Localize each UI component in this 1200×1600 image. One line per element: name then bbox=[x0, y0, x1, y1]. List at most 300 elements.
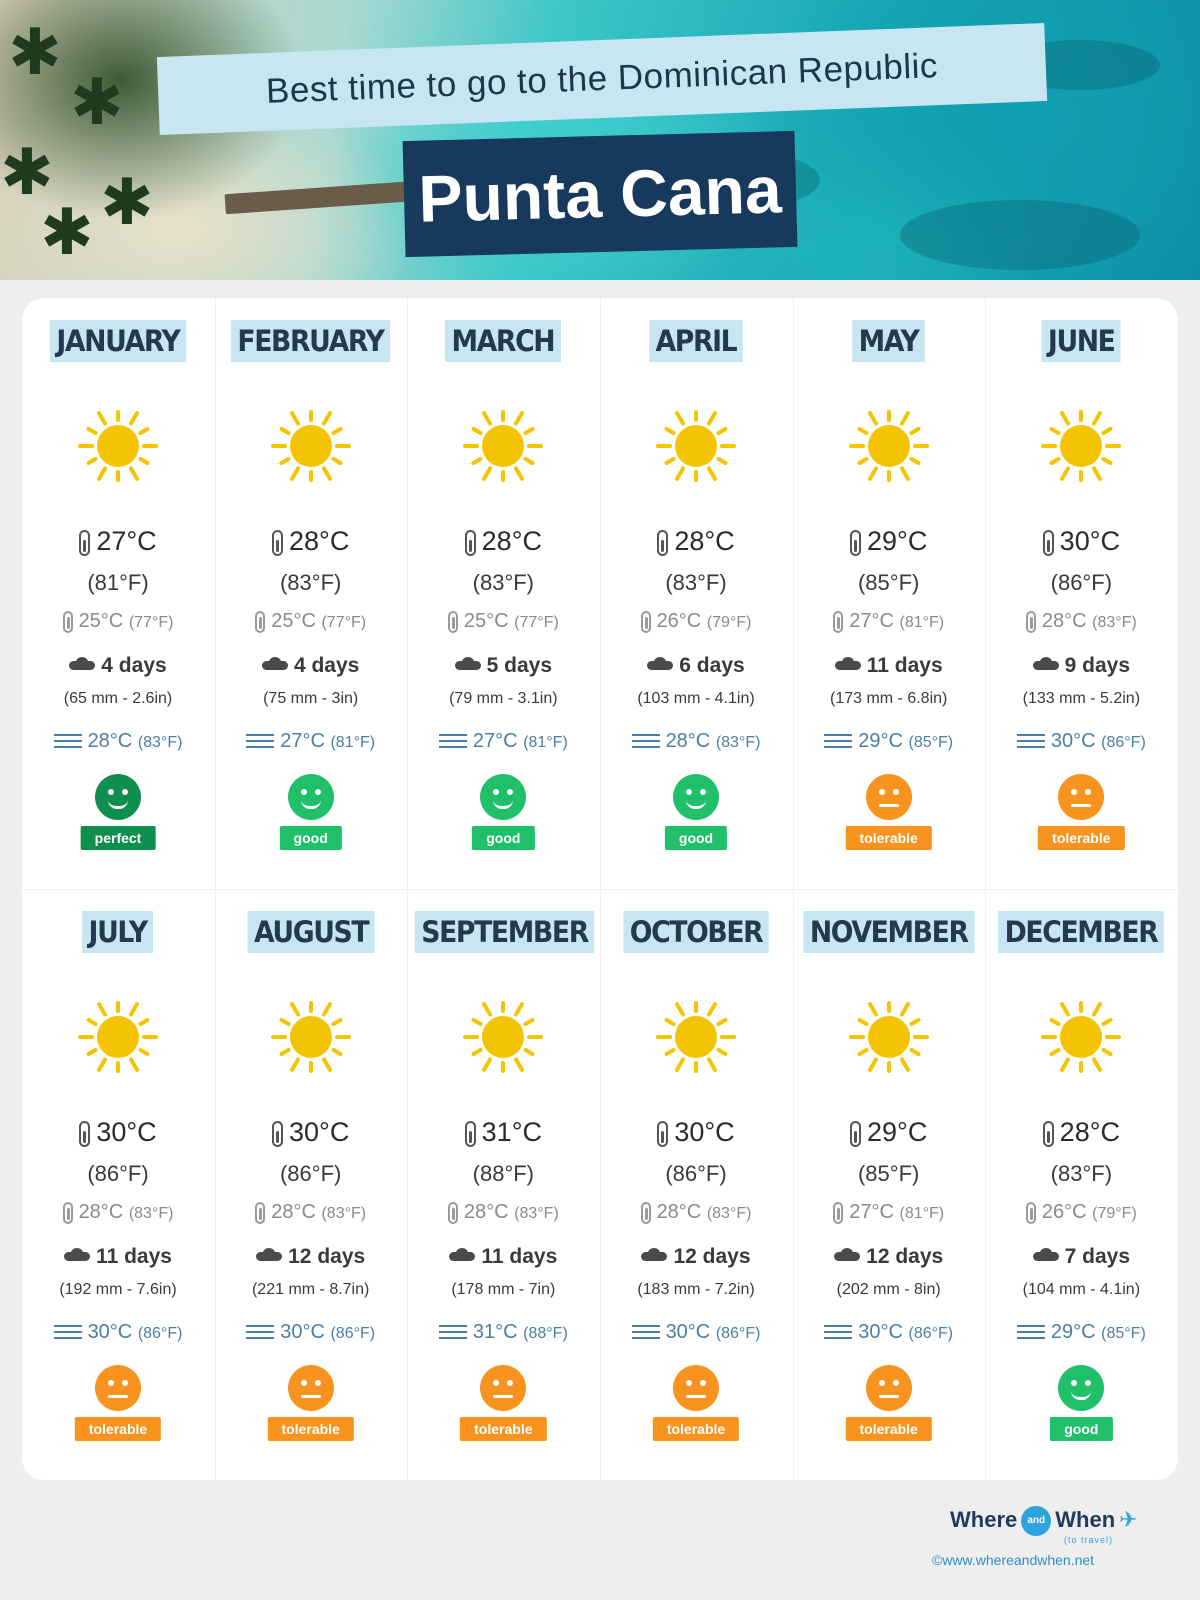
copyright-url[interactable]: ©www.whereandwhen.net bbox=[932, 1552, 1095, 1568]
rain-days-value: 12 days bbox=[673, 1245, 751, 1268]
sea-temp bbox=[22, 1321, 214, 1344]
min-temp-f: (83°F) bbox=[128, 1205, 174, 1222]
sun-icon bbox=[1041, 406, 1121, 486]
sun-icon bbox=[1041, 997, 1121, 1077]
thermometer-icon bbox=[63, 611, 73, 633]
thermometer-icon bbox=[465, 530, 476, 556]
month-label bbox=[985, 911, 1177, 953]
sun-icon bbox=[463, 406, 543, 486]
max-temp-f: (86°F) bbox=[87, 1161, 149, 1186]
sea-temp-c: 30°C bbox=[280, 1321, 325, 1343]
palm-tree-icon: ✱ bbox=[40, 196, 94, 268]
month-name: JUNE bbox=[1042, 320, 1122, 362]
min-temp-c: 25°C bbox=[463, 610, 509, 632]
face-mouth bbox=[879, 804, 899, 807]
thermometer-icon bbox=[641, 1202, 651, 1224]
month-cell bbox=[985, 298, 1177, 889]
waves-icon bbox=[54, 1325, 82, 1341]
thermometer-icon bbox=[1026, 1202, 1036, 1224]
sea-temp-f: (85°F) bbox=[908, 734, 954, 751]
max-temp-c: 28°C bbox=[481, 526, 542, 556]
min-temp bbox=[793, 1201, 985, 1224]
min-temp-f: (79°F) bbox=[706, 614, 752, 631]
sea-temp bbox=[22, 730, 214, 753]
max-temp bbox=[600, 526, 792, 557]
rating-badge: good bbox=[472, 826, 534, 850]
min-temp-c: 28°C bbox=[271, 1201, 316, 1223]
min-temp-f: (83°F) bbox=[514, 1205, 559, 1222]
rain-amount: (173 mm - 6.8in) bbox=[829, 690, 948, 707]
max-temp-f: (85°F) bbox=[857, 570, 920, 595]
sea-temp-f: (81°F) bbox=[330, 734, 376, 751]
month-label bbox=[793, 320, 985, 362]
waves-icon bbox=[246, 1325, 274, 1341]
min-temp bbox=[215, 610, 407, 633]
sea-temp-f: (85°F) bbox=[1101, 1325, 1146, 1342]
month-name: AUGUST bbox=[247, 911, 374, 953]
rain-days-value: 12 days bbox=[288, 1245, 366, 1268]
rain-days bbox=[793, 1245, 985, 1269]
subtitle: Best time to go to the Dominican Republic bbox=[265, 46, 939, 111]
rating-badge: tolerable bbox=[845, 1417, 931, 1441]
sea-temp-c: 30°C bbox=[1050, 730, 1096, 752]
neutral-face-icon bbox=[673, 1365, 719, 1411]
palm-tree-icon: ✱ bbox=[70, 66, 124, 138]
waves-icon bbox=[824, 1325, 852, 1341]
sea-temp-f: (86°F) bbox=[715, 1325, 761, 1342]
rain-amount: (104 mm - 4.1in) bbox=[1022, 1281, 1141, 1298]
max-temp-f: (81°F) bbox=[87, 570, 149, 595]
min-temp-f: (77°F) bbox=[514, 614, 559, 631]
min-temp-f: (77°F) bbox=[321, 614, 367, 631]
face-mouth bbox=[108, 1395, 128, 1398]
sea-temp-f: (83°F) bbox=[137, 734, 183, 751]
sea-temp-c: 30°C bbox=[665, 1321, 711, 1343]
thermometer-icon bbox=[850, 530, 861, 556]
rain-days-value: 6 days bbox=[679, 654, 745, 677]
thermometer-icon bbox=[1026, 611, 1036, 633]
face-mouth bbox=[1071, 804, 1091, 807]
thermometer-icon bbox=[272, 530, 283, 556]
month-name: JULY bbox=[82, 911, 153, 953]
rating-badge: tolerable bbox=[653, 1417, 739, 1441]
sea-temp bbox=[985, 1321, 1177, 1344]
sea-temp-c: 29°C bbox=[1050, 1321, 1096, 1343]
min-temp-c: 25°C bbox=[271, 610, 316, 632]
palm-tree-icon: ✱ bbox=[8, 16, 62, 88]
month-cell bbox=[22, 889, 214, 1480]
rain-days bbox=[600, 1245, 792, 1269]
max-temp bbox=[600, 1117, 792, 1148]
max-temp bbox=[793, 1117, 985, 1148]
rain-days-value: 9 days bbox=[1064, 654, 1131, 677]
neutral-face-icon bbox=[866, 1365, 912, 1411]
max-temp-f: (85°F) bbox=[857, 1161, 920, 1186]
rain-amount: (65 mm - 2.6in) bbox=[63, 690, 173, 707]
rain-amount: (79 mm - 3.1in) bbox=[449, 690, 558, 707]
rating-badge: tolerable bbox=[267, 1417, 353, 1441]
max-temp-c: 30°C bbox=[288, 1117, 350, 1147]
month-name: MARCH bbox=[446, 320, 562, 362]
min-temp-c: 27°C bbox=[849, 610, 894, 632]
thermometer-icon bbox=[465, 1121, 476, 1147]
rating-badge: good bbox=[280, 826, 342, 850]
rain-cloud-icon bbox=[64, 1248, 90, 1266]
rain-days bbox=[22, 654, 214, 678]
sea-temp-f: (86°F) bbox=[137, 1325, 183, 1342]
max-temp-c: 27°C bbox=[96, 526, 157, 556]
sun-icon bbox=[78, 997, 158, 1077]
max-temp bbox=[215, 1117, 407, 1148]
sea-temp-f: (86°F) bbox=[1101, 734, 1146, 751]
face-mouth bbox=[879, 1395, 899, 1398]
month-label bbox=[215, 320, 407, 362]
max-temp-f: (86°F) bbox=[1050, 570, 1113, 595]
month-name: APRIL bbox=[649, 320, 743, 362]
min-temp-f: (77°F) bbox=[128, 614, 174, 631]
rain-amount: (192 mm - 7.6in) bbox=[59, 1281, 177, 1298]
month-cell bbox=[407, 889, 599, 1480]
column-divider bbox=[600, 298, 601, 1480]
neutral-face-icon bbox=[480, 1365, 526, 1411]
max-temp-f: (83°F) bbox=[665, 570, 727, 595]
rain-days-value: 4 days bbox=[101, 654, 167, 677]
rain-days-value: 11 days bbox=[96, 1245, 172, 1268]
thermometer-icon bbox=[79, 530, 90, 556]
thermometer-icon bbox=[272, 1121, 283, 1147]
month-label bbox=[600, 911, 792, 953]
min-temp-f: (81°F) bbox=[899, 1205, 945, 1222]
month-label bbox=[22, 320, 214, 362]
max-temp-f: (86°F) bbox=[665, 1161, 727, 1186]
rain-amount: (103 mm - 4.1in) bbox=[637, 690, 755, 707]
month-cell bbox=[215, 889, 407, 1480]
min-temp bbox=[793, 610, 985, 633]
waves-icon bbox=[1017, 734, 1045, 750]
min-temp-c: 26°C bbox=[1041, 1201, 1087, 1223]
sun-icon bbox=[656, 406, 736, 486]
sea-temp-c: 30°C bbox=[87, 1321, 133, 1343]
rating-badge: good bbox=[1050, 1417, 1112, 1441]
min-temp-c: 25°C bbox=[78, 610, 124, 632]
rain-days bbox=[985, 654, 1177, 678]
rating-badge: tolerable bbox=[845, 826, 931, 850]
face-mouth bbox=[301, 1395, 321, 1398]
max-temp-c: 30°C bbox=[96, 1117, 157, 1147]
month-name: DECEMBER bbox=[999, 911, 1165, 953]
min-temp bbox=[985, 610, 1177, 633]
rating-badge: tolerable bbox=[1038, 826, 1124, 850]
rain-amount: (133 mm - 5.2in) bbox=[1022, 690, 1141, 707]
sea-temp bbox=[215, 730, 407, 753]
grin-face-icon bbox=[95, 774, 141, 820]
max-temp bbox=[22, 526, 214, 557]
thermometer-icon bbox=[1043, 1121, 1054, 1147]
month-cell bbox=[600, 889, 792, 1480]
thermometer-icon bbox=[255, 611, 265, 633]
month-label bbox=[22, 911, 214, 953]
month-name: SEPTEMBER bbox=[415, 911, 595, 953]
month-name: MAY bbox=[852, 320, 925, 362]
min-temp-c: 28°C bbox=[463, 1201, 509, 1223]
thermometer-icon bbox=[63, 1202, 73, 1224]
thermometer-icon bbox=[657, 1121, 668, 1147]
sea-temp-c: 31°C bbox=[472, 1321, 518, 1343]
rain-days bbox=[215, 1245, 407, 1269]
month-cell bbox=[407, 298, 599, 889]
thermometer-icon bbox=[641, 611, 651, 633]
min-temp-f: (81°F) bbox=[899, 614, 945, 631]
min-temp bbox=[600, 610, 792, 633]
sea-temp bbox=[215, 1321, 407, 1344]
sea-temp-c: 27°C bbox=[280, 730, 325, 752]
sun-icon bbox=[78, 406, 158, 486]
min-temp-c: 28°C bbox=[1041, 610, 1087, 632]
min-temp-f: (83°F) bbox=[706, 1205, 752, 1222]
min-temp bbox=[215, 1201, 407, 1224]
sea-temp bbox=[793, 1321, 985, 1344]
max-temp-c: 31°C bbox=[481, 1117, 542, 1147]
month-name: JANUARY bbox=[50, 320, 186, 362]
column-divider bbox=[793, 298, 794, 1480]
min-temp-c: 27°C bbox=[849, 1201, 894, 1223]
column-divider bbox=[407, 298, 408, 1480]
sea-temp bbox=[600, 730, 792, 753]
rain-days-value: 11 days bbox=[481, 1245, 558, 1268]
min-temp bbox=[22, 1201, 214, 1224]
sea-temp-c: 28°C bbox=[665, 730, 711, 752]
brand-and: and bbox=[1021, 1506, 1051, 1536]
sea-temp-c: 30°C bbox=[858, 1321, 903, 1343]
month-label bbox=[793, 911, 985, 953]
min-temp-c: 28°C bbox=[78, 1201, 124, 1223]
min-temp bbox=[407, 1201, 599, 1224]
column-divider bbox=[215, 298, 216, 1480]
sun-icon bbox=[656, 997, 736, 1077]
brand-when: When bbox=[1055, 1506, 1116, 1532]
rain-days-value: 7 days bbox=[1064, 1245, 1131, 1268]
thermometer-icon bbox=[833, 1202, 843, 1224]
title-banner bbox=[403, 131, 798, 257]
rain-days bbox=[407, 1245, 599, 1269]
rating-badge: perfect bbox=[81, 826, 156, 850]
rain-cloud-icon bbox=[1033, 1248, 1059, 1266]
sun-icon bbox=[271, 406, 351, 486]
min-temp-f: (79°F) bbox=[1092, 1205, 1137, 1222]
sun-icon bbox=[849, 406, 929, 486]
min-temp-f: (83°F) bbox=[321, 1205, 367, 1222]
palm-tree-icon: ✱ bbox=[0, 136, 54, 208]
max-temp-f: (83°F) bbox=[279, 570, 342, 595]
month-label bbox=[215, 911, 407, 953]
month-cell bbox=[793, 889, 985, 1480]
face-mouth bbox=[686, 1395, 706, 1398]
rain-days bbox=[985, 1245, 1177, 1269]
min-temp bbox=[22, 610, 214, 633]
month-cell bbox=[985, 889, 1177, 1480]
rain-amount: (221 mm - 8.7in) bbox=[251, 1281, 370, 1298]
rain-cloud-icon bbox=[834, 1248, 860, 1266]
rain-cloud-icon bbox=[647, 657, 673, 675]
rain-cloud-icon bbox=[262, 657, 288, 675]
page-title: Punta Cana bbox=[417, 152, 783, 236]
rating-badge: tolerable bbox=[75, 1417, 161, 1441]
rain-days bbox=[22, 1245, 214, 1269]
smile-face-icon bbox=[480, 774, 526, 820]
face-mouth bbox=[686, 800, 706, 809]
rain-days bbox=[407, 654, 599, 678]
smile-face-icon bbox=[288, 774, 334, 820]
rain-cloud-icon bbox=[449, 1248, 475, 1266]
rain-cloud-icon bbox=[1033, 657, 1059, 675]
neutral-face-icon bbox=[1058, 774, 1104, 820]
airplane-icon: ✈ bbox=[1119, 1506, 1138, 1532]
rain-cloud-icon bbox=[455, 657, 481, 675]
thermometer-icon bbox=[255, 1202, 265, 1224]
face-mouth bbox=[108, 800, 128, 809]
max-temp bbox=[985, 1117, 1177, 1148]
brand-logo[interactable] bbox=[950, 1506, 1138, 1536]
max-temp-f: (86°F) bbox=[279, 1161, 342, 1186]
thermometer-icon bbox=[657, 530, 668, 556]
rain-days-value: 12 days bbox=[866, 1245, 944, 1268]
max-temp-c: 28°C bbox=[674, 526, 735, 556]
face-mouth bbox=[1071, 1391, 1091, 1400]
rain-amount: (202 mm - 8in) bbox=[836, 1281, 941, 1298]
max-temp bbox=[215, 526, 407, 557]
sea-temp-c: 29°C bbox=[858, 730, 903, 752]
rain-days bbox=[215, 654, 407, 678]
max-temp bbox=[22, 1117, 214, 1148]
sun-icon bbox=[271, 997, 351, 1077]
max-temp-c: 30°C bbox=[674, 1117, 735, 1147]
brand-tagline: (to travel) bbox=[1064, 1535, 1114, 1545]
max-temp-f: (88°F) bbox=[472, 1161, 534, 1186]
sea-temp-c: 27°C bbox=[472, 730, 518, 752]
waves-icon bbox=[439, 734, 467, 750]
sea-temp-c: 28°C bbox=[87, 730, 133, 752]
rain-amount: (178 mm - 7in) bbox=[451, 1281, 556, 1298]
min-temp bbox=[600, 1201, 792, 1224]
sea-temp bbox=[793, 730, 985, 753]
rain-cloud-icon bbox=[835, 657, 861, 675]
month-name: FEBRUARY bbox=[231, 320, 390, 362]
rain-cloud-icon bbox=[69, 657, 95, 675]
rating-badge: good bbox=[665, 826, 727, 850]
smile-face-icon bbox=[673, 774, 719, 820]
month-label bbox=[600, 320, 792, 362]
thermometer-icon bbox=[1043, 530, 1054, 556]
min-temp-c: 26°C bbox=[656, 610, 702, 632]
sea-temp bbox=[407, 730, 599, 753]
min-temp bbox=[985, 1201, 1177, 1224]
min-temp-c: 28°C bbox=[656, 1201, 702, 1223]
month-name: OCTOBER bbox=[623, 911, 768, 953]
smile-face-icon bbox=[1058, 1365, 1104, 1411]
face-mouth bbox=[301, 800, 321, 809]
column-divider bbox=[985, 298, 986, 1480]
rain-amount: (75 mm - 3in) bbox=[263, 690, 359, 707]
face-mouth bbox=[493, 800, 513, 809]
sea-temp-f: (81°F) bbox=[523, 734, 568, 751]
month-label bbox=[407, 320, 599, 362]
neutral-face-icon bbox=[866, 774, 912, 820]
month-name: NOVEMBER bbox=[803, 911, 974, 953]
months-card bbox=[22, 298, 1178, 1480]
max-temp-c: 28°C bbox=[1059, 1117, 1120, 1147]
face-mouth bbox=[493, 1395, 513, 1398]
month-cell bbox=[215, 298, 407, 889]
thermometer-icon bbox=[448, 1202, 458, 1224]
subtitle-banner bbox=[157, 23, 1047, 135]
waves-icon bbox=[54, 734, 82, 750]
rain-cloud-icon bbox=[256, 1248, 282, 1266]
neutral-face-icon bbox=[288, 1365, 334, 1411]
hero-photo bbox=[0, 0, 1200, 280]
max-temp bbox=[985, 526, 1177, 557]
min-temp-f: (83°F) bbox=[1092, 614, 1137, 631]
waves-icon bbox=[632, 1325, 660, 1341]
max-temp bbox=[407, 1117, 599, 1148]
max-temp-c: 28°C bbox=[288, 526, 350, 556]
rain-days-value: 4 days bbox=[293, 654, 360, 677]
sea-temp bbox=[985, 730, 1177, 753]
rain-amount: (183 mm - 7.2in) bbox=[637, 1281, 755, 1298]
max-temp-c: 30°C bbox=[1059, 526, 1120, 556]
month-label bbox=[985, 320, 1177, 362]
sea-temp-f: (86°F) bbox=[908, 1325, 954, 1342]
thermometer-icon bbox=[850, 1121, 861, 1147]
thermometer-icon bbox=[833, 611, 843, 633]
max-temp bbox=[793, 526, 985, 557]
sea-temp bbox=[600, 1321, 792, 1344]
month-cell bbox=[600, 298, 792, 889]
thermometer-icon bbox=[448, 611, 458, 633]
max-temp-c: 29°C bbox=[867, 526, 928, 556]
palm-tree-icon: ✱ bbox=[100, 166, 154, 238]
sun-icon bbox=[849, 997, 929, 1077]
waves-icon bbox=[1017, 1325, 1045, 1341]
max-temp-f: (83°F) bbox=[472, 570, 534, 595]
rain-cloud-icon bbox=[641, 1248, 667, 1266]
sea-temp bbox=[407, 1321, 599, 1344]
waves-icon bbox=[824, 734, 852, 750]
neutral-face-icon bbox=[95, 1365, 141, 1411]
sea-temp-f: (86°F) bbox=[330, 1325, 376, 1342]
pier bbox=[225, 182, 406, 215]
max-temp bbox=[407, 526, 599, 557]
month-cell bbox=[22, 298, 214, 889]
waves-icon bbox=[632, 734, 660, 750]
rating-badge: tolerable bbox=[460, 1417, 546, 1441]
thermometer-icon bbox=[79, 1121, 90, 1147]
waves-icon bbox=[246, 734, 274, 750]
waves-icon bbox=[439, 1325, 467, 1341]
brand-where: Where bbox=[950, 1506, 1018, 1532]
sun-icon bbox=[463, 997, 543, 1077]
max-temp-f: (83°F) bbox=[1050, 1161, 1113, 1186]
sea-temp-f: (88°F) bbox=[523, 1325, 568, 1342]
rain-days-value: 11 days bbox=[866, 654, 943, 677]
reef-shadow bbox=[900, 200, 1140, 270]
sea-temp-f: (83°F) bbox=[715, 734, 761, 751]
rain-days bbox=[793, 654, 985, 678]
rain-days bbox=[600, 654, 792, 678]
month-label bbox=[407, 911, 599, 953]
rain-days-value: 5 days bbox=[486, 654, 553, 677]
month-cell bbox=[793, 298, 985, 889]
min-temp bbox=[407, 610, 599, 633]
